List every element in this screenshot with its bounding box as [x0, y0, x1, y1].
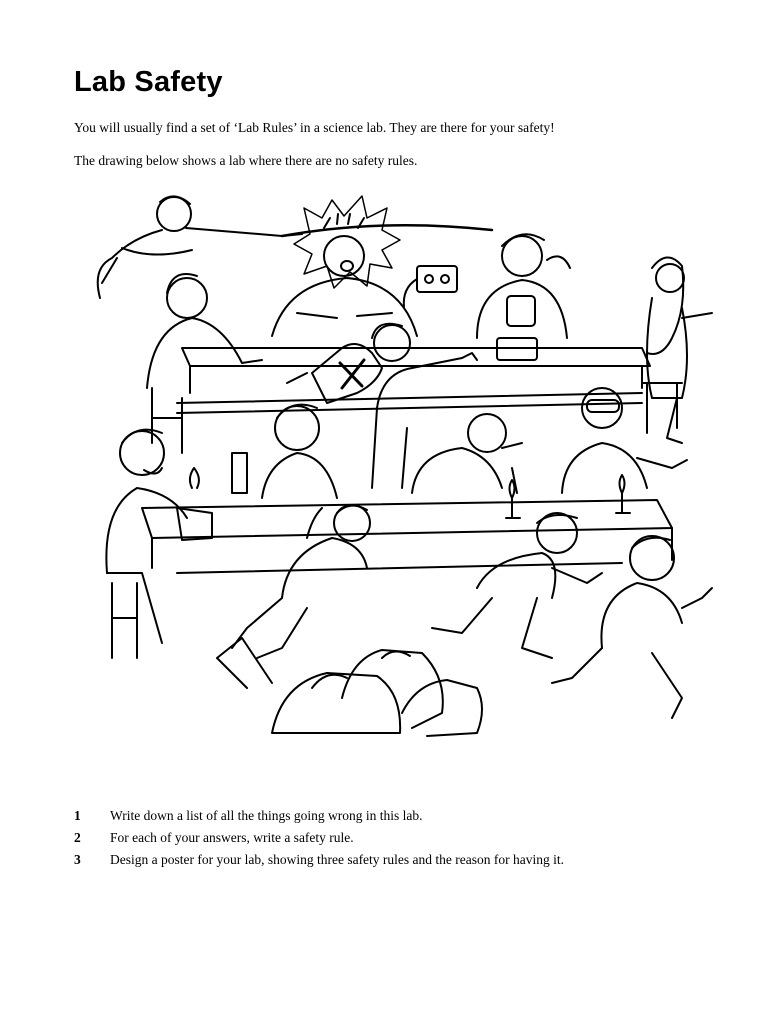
list-item [74, 852, 564, 874]
task-text: For each of your answers, write a safety rule. [110, 830, 354, 845]
task-number: 1 [74, 808, 81, 823]
task-text: Write down a list of all the things going wrong in this lab. [110, 808, 423, 823]
list-item [74, 830, 564, 852]
task-list [74, 808, 564, 874]
page-title: Lab Safety [74, 66, 223, 98]
list-item [74, 808, 564, 830]
drawing-caption: The drawing below shows a lab where there are no safety rules. [74, 153, 418, 168]
task-number: 2 [74, 830, 81, 845]
task-text: Design a poster for your lab, showing three safety rules and the reason for having it. [110, 852, 564, 867]
intro-text: You will usually find a set of ‘Lab Rules’ in a science lab. They are there for your safety! [74, 120, 555, 135]
task-number: 3 [74, 852, 81, 867]
lab-scene-illustration [82, 188, 732, 743]
